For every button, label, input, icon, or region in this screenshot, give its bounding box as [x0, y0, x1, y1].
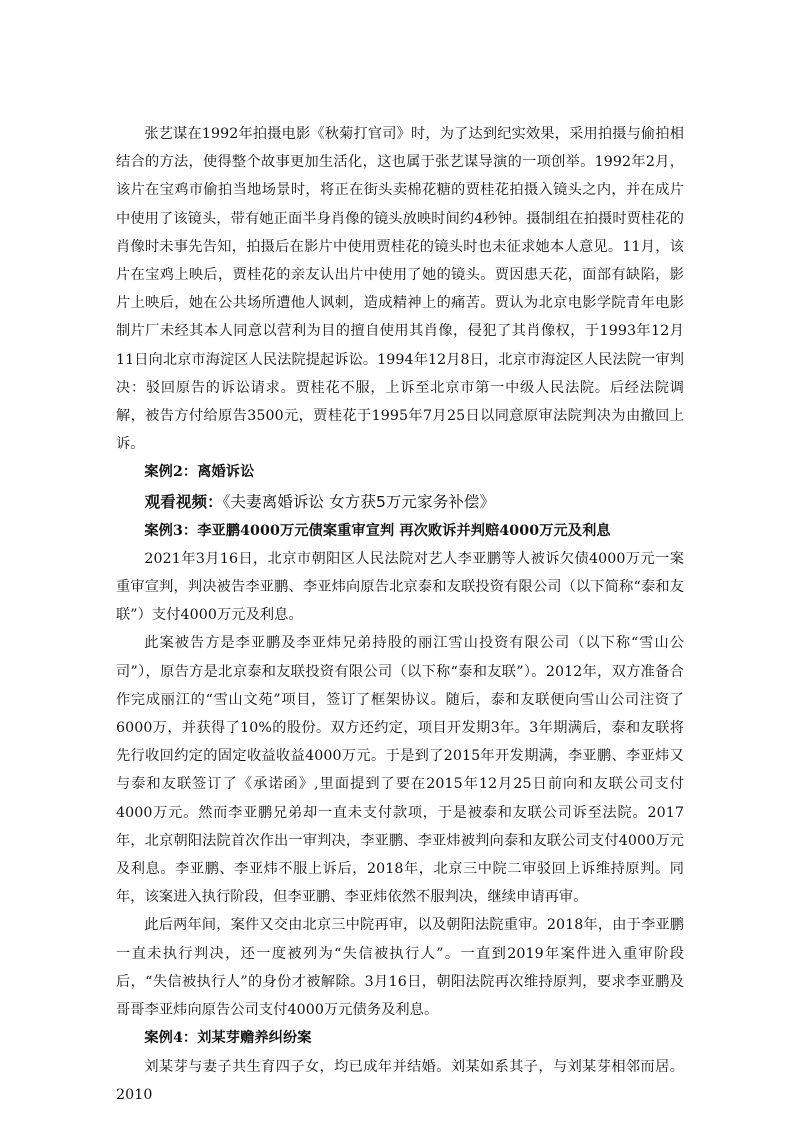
case2-heading: 案例2：离婚诉讼	[144, 464, 255, 481]
video-title: 《夫妻离婚诉讼 女方获5万元家务补偿》	[222, 492, 496, 511]
case4-heading: 案例4：刘某芽赡养纠纷案	[144, 1030, 312, 1047]
video-label: 观看视频：	[144, 492, 223, 511]
case3-paragraph-3: 此后两年间，案件又交由北京三中院再审，以及朝阳法院重审。2018年，由于李亚鹏一直未执行判决，还一度被列为“失信被执行人”。一直到2019年案件进入重审阶段后，“失信被执行人”的身份才被解除。3月16日，朝阳法院再次维持原判，要求李亚鹏及哥哥李亚炜向原告公司支付4000万元债务及利息。	[116, 917, 684, 1019]
case3-heading: 案例3：李亚鹏4000万元债案重审宣判 再次败诉并判赔4000万元及利息	[144, 522, 611, 539]
case3-paragraph-1: 2021年3月16日，北京市朝阳区人民法院对艺人李亚鹏等人被诉欠债4000万元一案重审宣判，判决被告李亚鹏、李亚炜向原告北京泰和友联投资有限公司（以下简称“泰和友联”）支付4000万元及利息。	[116, 550, 684, 624]
video-line	[116, 487, 684, 517]
document-page	[116, 120, 684, 1109]
case4-paragraph-1: 刘某芽与妻子共生育四子女，均已成年并结婚。刘某如系其子，与刘某芽相邻而居。2010	[116, 1058, 684, 1103]
case1-body-paragraph: 张艺谋在1992年拍摄电影《秋菊打官司》时，为了达到纪实效果，采用拍摄与偷拍相结合的方法，使得整个故事更加生活化，这也属于张艺谋导演的一项创举。1992年2月，该片在宝鸡市偷拍当地场景时，将正在街头卖棉花糖的贾桂花拍摄入镜头之内，并在成片中使用了该镜头，带有她正面半身肖像的镜头放映时间约4秒钟。摄制组在拍摄时贾桂花的肖像时未事先告知，拍摄后在影片中使用贾桂花的镜头时也未征求她本人意见。11月，该片在宝鸡上映后，贾桂花的亲友认出片中使用了她的镜头。贾因患天花，面部有缺陷，影片上映后，她在公共场所遭他人讽刺，造成精神上的痛苦。贾认为北京电影学院青年电影制片厂未经其本人同意以营利为目的擅自使用其肖像，侵犯了其肖像权，于1993年12月11日向北京市海淀区人民法院提起诉讼。1994年12月8日，北京市海淀区人民法院一审判决：驳回原告的诉讼请求。贾桂花不服，上诉至北京市第一中级人民法院。后经法院调解，被告方付给原告3500元，贾桂花于1995年7月25日以同意原审法院判决为由撤回上诉。	[116, 126, 684, 453]
case3-paragraph-2: 此案被告方是李亚鹏及李亚炜兄弟持股的丽江雪山投资有限公司（以下称“雪山公司”），原告方是北京泰和友联投资有限公司（以下称“泰和友联”）。2012年，双方准备合作完成丽江的“雪山文苑”项目，签订了框架协议。随后，泰和友联便向雪山公司注资了6000万，并获得了10%的股份。双方还约定，项目开发期3年。3年期满后，泰和友联将先行收回约定的固定收益收益4000万元。于是到了2015年开发期满，李亚鹏、李亚炜又与泰和友联签订了《承诺函》,里面提到了要在2015年12月25日前向和友联公司支付4000万元。然而李亚鹏兄弟却一直未支付款项，于是被泰和友联公司诉至法院。2017年，北京朝阳法院首次作出一审判决，李亚鹏、李亚炜被判向泰和友联公司支付4000万元及利息。李亚鹏、李亚炜不服上诉后，2018年，北京三中院二审驳回上诉维持原判。同年，该案进入执行阶段，但李亚鹏、李亚炜依然不服判决，继续申请再审。	[116, 635, 684, 906]
